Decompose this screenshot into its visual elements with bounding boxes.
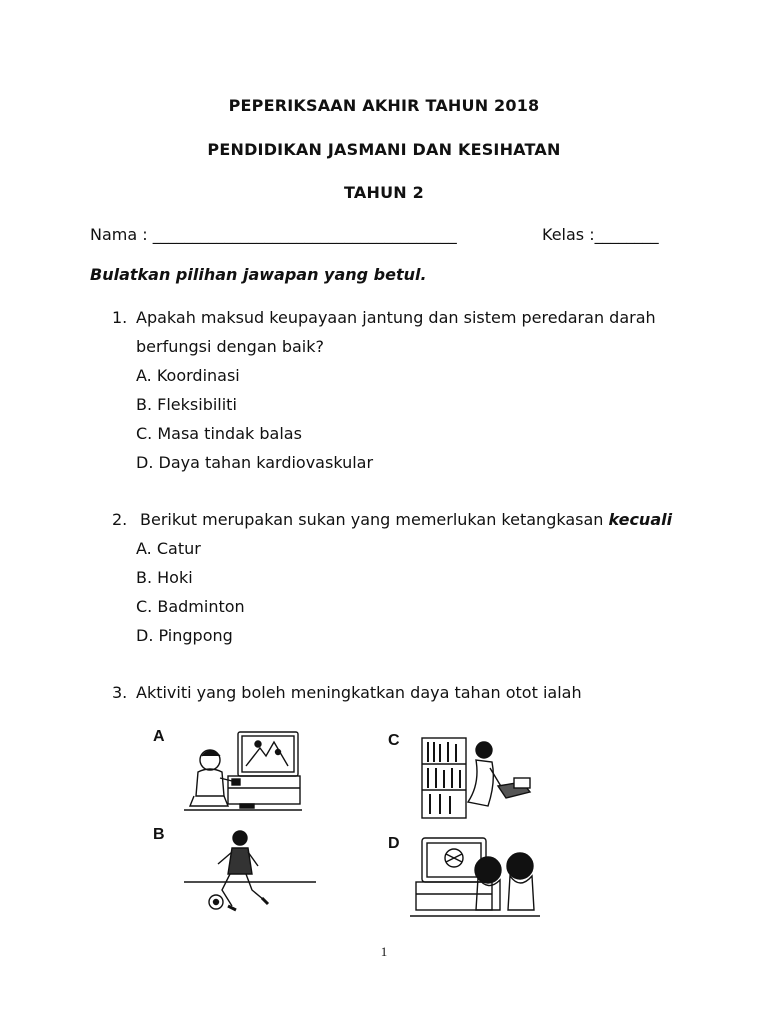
q2-option-d[interactable]: D. Pingpong xyxy=(136,626,233,645)
image-label-a[interactable]: A xyxy=(153,728,165,745)
image-label-b[interactable]: B xyxy=(153,826,165,843)
boy-lifting-box-illustration[interactable] xyxy=(418,734,538,822)
question-1 xyxy=(112,308,656,327)
question-2 xyxy=(112,510,672,529)
q2-option-c[interactable]: C. Badminton xyxy=(136,597,245,616)
boy-football-illustration[interactable] xyxy=(180,826,320,921)
question-text: Aktiviti yang boleh meningkatkan daya tahan otot ialah xyxy=(136,683,582,702)
question-3 xyxy=(112,683,582,702)
subject-title: PENDIDIKAN JASMANI DAN KESIHATAN xyxy=(207,140,561,159)
question-number: 2. xyxy=(112,510,128,529)
question-number: 3. xyxy=(112,683,128,702)
q1-option-a[interactable]: A. Koordinasi xyxy=(136,366,240,385)
name-field[interactable]: Nama : ______________________________________ xyxy=(90,225,457,244)
children-watching-tv-illustration[interactable] xyxy=(408,834,543,922)
image-label-c[interactable]: C xyxy=(388,732,400,749)
question-number: 1. xyxy=(112,308,128,327)
question-1-line2: berfungsi dengan baik? xyxy=(136,337,325,356)
q1-option-b[interactable]: B. Fleksibiliti xyxy=(136,395,237,414)
question-emphasis: kecuali xyxy=(608,510,673,529)
child-gaming-illustration[interactable] xyxy=(180,726,305,821)
question-text: Apakah maksud keupayaan jantung dan sistem peredaran darah xyxy=(136,308,656,327)
page-number: 1 xyxy=(380,944,388,959)
year-title: TAHUN 2 xyxy=(344,183,424,202)
class-field[interactable]: Kelas :________ xyxy=(542,225,659,244)
q1-option-c[interactable]: C. Masa tindak balas xyxy=(136,424,302,443)
instruction: Bulatkan pilihan jawapan yang betul. xyxy=(90,265,427,284)
q1-option-d[interactable]: D. Daya tahan kardiovaskular xyxy=(136,453,374,472)
image-label-d[interactable]: D xyxy=(388,835,400,852)
question-text: Berikut merupakan sukan yang memerlukan ketangkasan xyxy=(140,510,604,529)
q2-option-b[interactable]: B. Hoki xyxy=(136,568,193,587)
exam-title: PEPERIKSAAN AKHIR TAHUN 2018 xyxy=(228,96,540,115)
q2-option-a[interactable]: A. Catur xyxy=(136,539,201,558)
